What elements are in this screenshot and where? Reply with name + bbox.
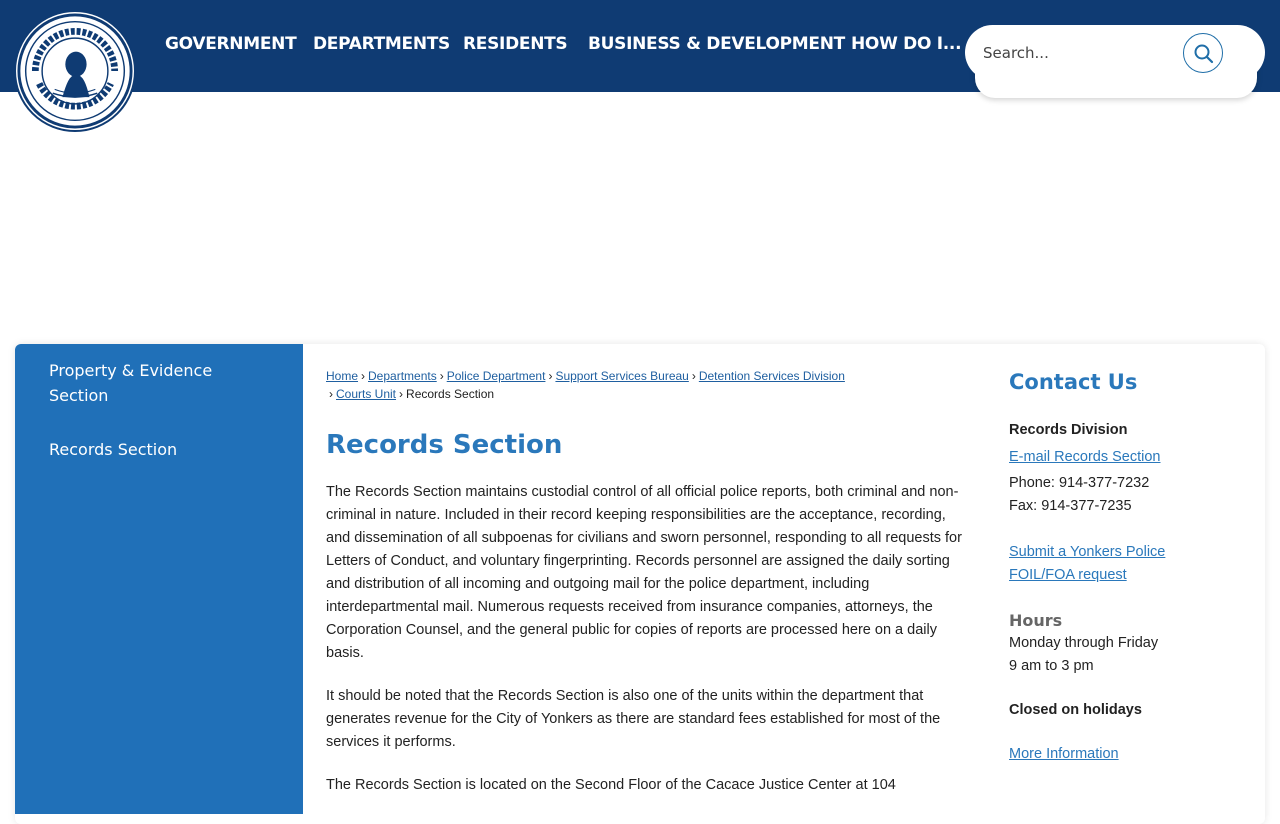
sidebar-item-property-evidence[interactable]: Property & Evidence Section <box>49 361 213 405</box>
nav-residents[interactable]: RESIDENTS <box>463 34 568 54</box>
breadcrumb-separator: › <box>329 387 333 401</box>
nav-business-development[interactable]: BUSINESS & DEVELOPMENT <box>588 34 845 54</box>
body-paragraph: The Records Section is located on the Second Floor of the Cacace Justice Center at 104 <box>326 777 896 793</box>
breadcrumb-current: Records Section <box>406 387 495 401</box>
search-button[interactable] <box>1183 33 1223 73</box>
breadcrumb-courts-unit[interactable]: Courts Unit <box>336 387 397 401</box>
breadcrumb-home[interactable]: Home <box>326 369 359 383</box>
foil-request-link[interactable] <box>1009 541 1165 587</box>
email-records-link[interactable]: E-mail Records Section <box>1009 449 1161 465</box>
contact-division: Records Division <box>1009 422 1128 438</box>
seal-icon <box>16 12 134 130</box>
breadcrumb <box>326 367 966 403</box>
sidebar <box>15 344 303 814</box>
search-box <box>965 25 1265 80</box>
hours-time: 9 am to 3 pm <box>1009 658 1094 674</box>
city-seal-logo[interactable] <box>14 10 136 132</box>
breadcrumb-detention-services-division[interactable]: Detention Services Division <box>698 369 845 383</box>
hours-title: Hours <box>1009 611 1063 630</box>
contact-phone: Phone: 914-377-7232 <box>1009 475 1150 491</box>
breadcrumb-separator: › <box>399 387 404 401</box>
page-title: Records Section <box>326 430 563 460</box>
breadcrumb-police-department[interactable]: Police Department <box>446 369 546 383</box>
search-input[interactable] <box>983 39 1203 67</box>
breadcrumb-support-services-bureau[interactable]: Support Services Bureau <box>555 369 689 383</box>
nav-how-do-i[interactable]: HOW DO I... <box>851 34 962 54</box>
body-paragraph: It should be noted that the Records Section is also one of the units within the department that generates revenue for the City of Yonkers as there are standard fees established for most of the services it performs. <box>326 688 941 750</box>
foil-link-line2[interactable]: FOIL/FOA request <box>1009 567 1127 583</box>
nav-departments[interactable]: DEPARTMENTS <box>313 34 450 54</box>
breadcrumb-separator: › <box>439 369 444 383</box>
more-information-link[interactable]: More Information <box>1009 746 1119 762</box>
body-paragraph: The Records Section maintains custodial control of all official police reports, both criminal and non-criminal in nature. Included in their record keeping responsibilities are the acceptance, recording, and dissemination of all subpoenas for civilians and sworn personnel, responding to all requests for Letters of Conduct, and voluntary fingerprinting. Records personnel are assigned the daily sorting and distribution of all incoming and outgoing mail for the police department, including interdepartmental mail. Numerous requests received from insurance companies, attorneys, the Corporation Counsel, and the general public for copies of reports are processed here on a daily basis. <box>326 484 962 661</box>
contact-title: Contact Us <box>1009 370 1138 394</box>
search-icon <box>1193 43 1215 65</box>
contact-fax: Fax: 914-377-7235 <box>1009 498 1132 514</box>
nav-government[interactable]: GOVERNMENT <box>165 34 297 54</box>
hours-days: Monday through Friday <box>1009 635 1159 651</box>
breadcrumb-separator: › <box>691 369 696 383</box>
closed-holidays: Closed on holidays <box>1009 702 1142 718</box>
breadcrumb-departments[interactable]: Departments <box>368 369 437 383</box>
breadcrumb-separator: › <box>548 369 553 383</box>
sidebar-item-records-section[interactable]: Records Section <box>49 440 178 459</box>
breadcrumb-separator: › <box>361 369 366 383</box>
foil-link-line1[interactable]: Submit a Yonkers Police <box>1009 544 1166 560</box>
